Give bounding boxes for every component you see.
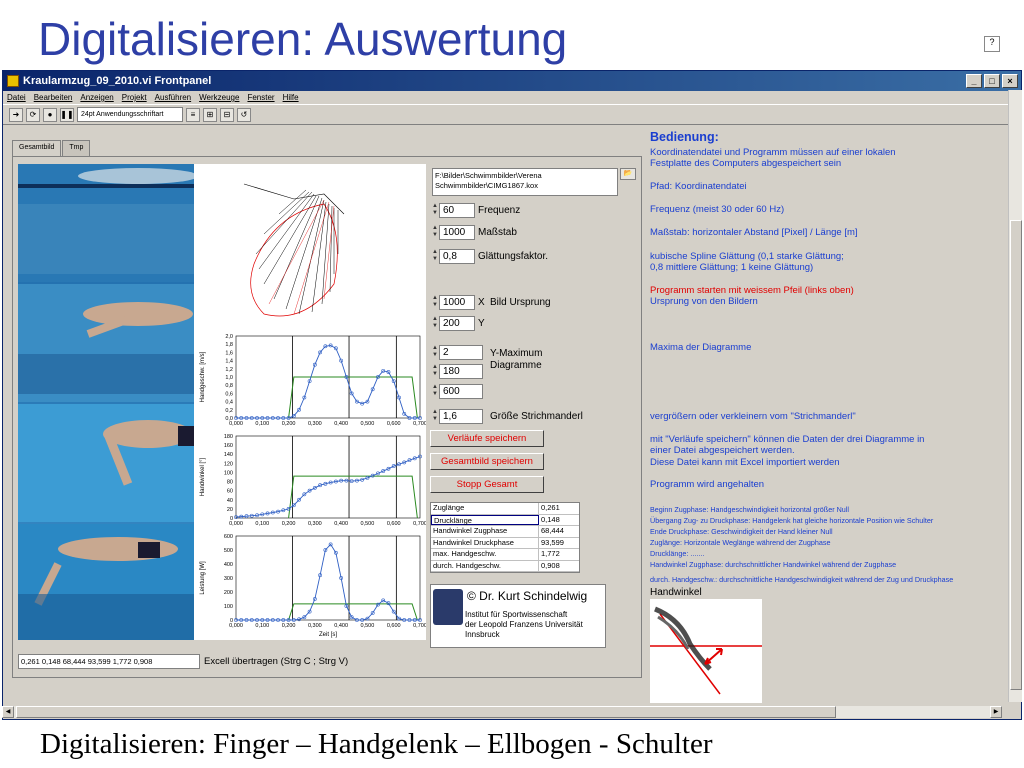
result-name: Drucklänge <box>431 515 539 526</box>
x-tick-label: 0,700 <box>413 521 426 527</box>
instr-line-red: Programm starten mit weissem Pfeil (links oben) <box>650 285 854 296</box>
ursprung-x-input[interactable]: 1000 <box>439 295 475 310</box>
horizontal-scroll-thumb[interactable] <box>16 706 836 718</box>
menu-ausfuehren[interactable]: Ausführen <box>154 93 192 102</box>
author-logo-box <box>430 584 606 648</box>
y-axis-label: Leistung [W] <box>200 561 206 595</box>
result-name: Zuglänge <box>431 503 539 514</box>
menu-projekt[interactable]: Projekt <box>121 93 147 102</box>
scroll-right-icon[interactable]: ▶ <box>990 706 1002 718</box>
resize-icon[interactable]: ⊟ <box>220 108 234 122</box>
handwinkel-drawing <box>650 599 762 703</box>
x-tick-label: 0,400 <box>334 421 349 427</box>
ursprung-y-axis-label: Y <box>478 318 485 329</box>
result-name: Handwinkel Zugphase <box>431 526 539 537</box>
toolbar <box>3 105 1021 125</box>
instructions-heading: Bedienung: <box>650 130 719 144</box>
photo-frame-1 <box>18 164 194 282</box>
ymax-label-2: Diagramme <box>490 360 542 371</box>
instr-small: Beginn Zugphase: Handgeschwindigkeit horizontal größer Null <box>650 505 849 514</box>
handwinkel-label: Handwinkel <box>650 587 702 598</box>
ursprung-label: Bild Ursprung <box>490 297 551 308</box>
result-value: 0,261 <box>541 503 560 512</box>
ymax-speed-input[interactable]: 2 <box>439 345 483 360</box>
instr-small: Ende Druckphase: Geschwindigkeit der Hand kleiner Null <box>650 527 833 536</box>
x-tick-label: 0,100 <box>255 521 270 527</box>
window-titlebar[interactable] <box>3 71 1021 91</box>
y-tick-label: 1,4 <box>225 358 233 365</box>
y-tick-label: 60 <box>226 488 233 495</box>
instr-line: Diese Datei kann mit Excel importiert werden <box>650 457 840 468</box>
menu-werkzeuge[interactable]: Werkzeuge <box>199 93 240 102</box>
massstab-spinner-icon[interactable]: ▲ ▼ <box>432 225 438 238</box>
y-tick-label: 1,8 <box>225 342 233 349</box>
ursprung-x-spinner-icon[interactable]: ▲ ▼ <box>432 295 438 308</box>
maximize-button[interactable]: □ <box>984 74 1000 88</box>
ymax3-spinner-icon[interactable]: ▲ ▼ <box>432 384 438 397</box>
instr-small: Übergang Zug- zu Druckphase: Handgelenk hat gleiche horizontale Position wie Schulter <box>650 516 934 525</box>
institute-text <box>465 610 583 640</box>
pause-icon[interactable]: ❚❚ <box>60 108 74 122</box>
y-tick-label: 100 <box>223 470 233 477</box>
x-tick-label: 0,400 <box>334 521 349 527</box>
y-tick-label: 2,0 <box>225 334 233 340</box>
y-tick-label: 0,2 <box>225 407 233 414</box>
y-tick-label: 1,2 <box>225 366 233 373</box>
instr-line: einer Datei abgespeichert werden. <box>650 445 795 456</box>
y-axis-label: Handwinkel [°] <box>200 457 206 497</box>
table-row <box>431 538 579 550</box>
instr-line: Festplatte des Computers abgespeichert sein <box>650 158 842 169</box>
y-tick-label: 500 <box>223 548 233 554</box>
table-row <box>431 561 579 573</box>
scroll-left-icon[interactable]: ◀ <box>2 706 14 718</box>
x-tick-label: 0,300 <box>307 623 322 629</box>
x-tick-label: 0,100 <box>255 623 270 629</box>
table-row <box>431 526 579 538</box>
x-tick-label: 0,600 <box>386 521 401 527</box>
verlaeufe-speichern-button[interactable]: Verläufe speichern <box>430 430 544 447</box>
chart-handwinkel <box>200 434 426 527</box>
slide-caption: Digitalisieren: Finger – Handgelenk – Ellbogen - Schulter <box>40 728 713 760</box>
x-tick-label: 0,700 <box>413 623 426 629</box>
instr-line: 0,8 mittlere Glättung; 1 keine Glättung) <box>650 262 814 273</box>
slide-title: Digitalisieren: Auswertung <box>38 13 568 65</box>
x-tick-label: 0,500 <box>360 421 375 427</box>
path-input[interactable]: F:\Bilder\Schwimmbilder\Verena Schwimmbilder\CIMG1867.kox <box>432 168 618 196</box>
y-tick-label: 600 <box>223 534 233 540</box>
y-tick-label: 160 <box>223 443 233 450</box>
x-tick-label: 0,300 <box>307 421 322 427</box>
tab-gesamtbild[interactable]: Gesamtbild <box>12 140 61 156</box>
result-value: 93,599 <box>541 537 564 547</box>
ymax-power-input[interactable]: 600 <box>439 384 483 399</box>
instr-small: Zuglänge: Horizontale Weglänge während der Zugphase <box>650 538 831 547</box>
y-tick-label: 180 <box>223 434 233 440</box>
instr-line: Maßstab: horizontaler Abstand [Pixel] / Länge [m] <box>650 227 858 238</box>
instr-line: Koordinatendatei und Programm müssen auf einer lokalen <box>650 147 896 158</box>
y-tick-label: 100 <box>223 604 233 610</box>
result-value: 1,772 <box>541 549 560 558</box>
frequenz-spinner-icon[interactable]: ▲ ▼ <box>432 203 438 216</box>
y-tick-label: 80 <box>226 479 233 486</box>
y-tick-label: 1,6 <box>225 350 233 357</box>
window-title: Kraularmzug_09_2010.vi Frontpanel <box>23 75 212 87</box>
menubar <box>3 91 1021 105</box>
ymax2-spinner-icon[interactable]: ▲ ▼ <box>432 364 438 377</box>
massstab-label: Maßstab <box>478 227 517 238</box>
photo-frame-4 <box>18 524 194 640</box>
y-tick-label: 0,0 <box>225 416 233 422</box>
result-name: durch. Handgeschw. <box>431 561 539 572</box>
glaettung-spinner-icon[interactable]: ▲ ▼ <box>432 249 438 262</box>
y-tick-label: 0 <box>229 618 233 624</box>
menu-anzeigen[interactable]: Anzeigen <box>80 93 114 102</box>
graphs-svg <box>194 164 426 640</box>
y-tick-label: 140 <box>223 452 233 459</box>
instr-line: kubische Spline Glättung (0,1 starke Glättung; <box>650 251 844 262</box>
glaettung-label: Glättungsfaktor. <box>478 251 549 262</box>
chart-leistung <box>200 534 426 638</box>
ursprung-y-spinner-icon[interactable]: ▲ ▼ <box>432 316 438 329</box>
browse-folder-icon[interactable]: 📂 <box>620 168 636 180</box>
university-seal-icon <box>433 589 463 625</box>
run-arrow-icon[interactable]: ➜ <box>9 108 23 122</box>
menu-fenster[interactable]: Fenster <box>247 93 275 102</box>
context-help-icon[interactable]: ? <box>984 36 1000 52</box>
instr-small: durch. Handgeschw.: durchschnittliche Handgeschwindigkeit während der Zug und Druckphase <box>650 575 954 584</box>
photo-frame-2 <box>18 284 194 402</box>
author-name: © Dr. Kurt Schindelwig <box>467 589 588 603</box>
x-tick-label: 0,600 <box>386 623 401 629</box>
instr-line: Pfad: Koordinatendatei <box>650 181 747 192</box>
frequenz-label: Frequenz <box>478 205 521 216</box>
y-tick-label: 0,6 <box>225 391 233 398</box>
strich-input[interactable]: 1,6 <box>439 409 483 424</box>
instr-line: vergrößern oder verkleinern vom "Strichmanderl" <box>650 411 856 422</box>
strich-label: Größe Strichmanderl <box>490 411 583 422</box>
result-name: max. Handgeschw. <box>431 549 539 560</box>
ymax-angle-input[interactable]: 180 <box>439 364 483 379</box>
horizontal-scrollbar[interactable] <box>2 706 1002 718</box>
table-row <box>431 549 579 561</box>
institute-line-3: Innsbruck <box>465 630 500 639</box>
graph-area <box>194 164 426 640</box>
x-tick-label: 0,000 <box>229 521 243 527</box>
close-button[interactable]: × <box>1002 74 1018 88</box>
institute-line-1: Institut für Sportwissenschaft <box>465 610 568 619</box>
tab-bar <box>12 140 91 156</box>
x-tick-label: 0,200 <box>281 623 296 629</box>
result-value: 0,148 <box>541 514 560 524</box>
x-tick-label: 0,300 <box>307 521 322 527</box>
ymax-label-1: Y-Maximum <box>490 348 543 359</box>
x-tick-label: 0,000 <box>229 421 243 427</box>
y-tick-label: 20 <box>226 506 233 513</box>
glaettung-input[interactable]: 0,8 <box>439 249 475 264</box>
x-tick-label: 0,700 <box>413 421 426 427</box>
labview-icon <box>7 75 19 87</box>
vertical-scrollbar[interactable] <box>1008 90 1022 702</box>
menu-hilfe[interactable]: Hilfe <box>282 93 299 102</box>
excel-label: Excell übertragen (Strg C ; Strg V) <box>204 656 349 667</box>
reorder-icon[interactable]: ↺ <box>237 108 251 122</box>
result-value: 0,908 <box>541 560 560 570</box>
photo-frame-3 <box>18 404 194 522</box>
minimize-button[interactable]: _ <box>966 74 982 88</box>
abort-icon[interactable]: ● <box>43 108 57 122</box>
x-tick-label: 0,000 <box>229 623 243 629</box>
frequenz-input[interactable]: 60 <box>439 203 475 218</box>
strich-spinner-icon[interactable]: ▲ ▼ <box>432 409 438 422</box>
y-tick-label: 0,4 <box>225 399 233 406</box>
tab-tmp[interactable]: Tmp <box>62 140 90 156</box>
stick-figure-diagram <box>244 184 344 316</box>
y-tick-label: 120 <box>223 461 233 468</box>
x-tick-label: 0,500 <box>360 521 375 527</box>
y-tick-label: 0,8 <box>225 383 233 390</box>
result-value: 68,444 <box>541 526 564 535</box>
y-tick-label: 300 <box>223 576 233 582</box>
x-tick-label: 0,100 <box>255 421 270 427</box>
handwinkel-image <box>650 599 762 703</box>
swimmer-photo-strip <box>18 164 194 640</box>
x-tick-label: 0,200 <box>281 421 296 427</box>
ymax1-spinner-icon[interactable]: ▲ ▼ <box>432 345 438 358</box>
institute-line-2: der Leopold Franzens Universität <box>465 620 583 629</box>
instr-line: Programm wird angehalten <box>650 479 765 490</box>
font-selector[interactable]: 24pt Anwendungsschriftart <box>77 107 183 122</box>
x-tick-label: 0,500 <box>360 623 375 629</box>
align-icon[interactable]: ≡ <box>186 108 200 122</box>
x-axis-label: Zeit [s] <box>318 632 338 638</box>
instr-line: Frequenz (meist 30 oder 60 Hz) <box>650 204 785 215</box>
y-tick-label: 400 <box>223 562 233 568</box>
chart-handgeschw <box>200 334 426 427</box>
menu-datei[interactable]: Datei <box>7 93 26 102</box>
instr-line: Maxima der Diagramme <box>650 342 752 353</box>
y-tick-label: 1,0 <box>225 375 233 381</box>
table-row <box>431 503 579 515</box>
instr-line: mit "Verläufe speichern" können die Daten der drei Diagramme in <box>650 434 925 445</box>
x-tick-label: 0,200 <box>281 521 296 527</box>
ursprung-y-input[interactable]: 200 <box>439 316 475 331</box>
distribute-icon[interactable]: ⊞ <box>203 108 217 122</box>
y-tick-label: 200 <box>223 590 233 596</box>
vertical-scroll-thumb[interactable] <box>1010 220 1022 690</box>
excel-output-field[interactable]: 0,261 0,148 68,444 93,599 1,772 0,908 <box>18 654 200 669</box>
ursprung-x-axis-label: X <box>478 297 485 308</box>
gesamtbild-speichern-button[interactable]: Gesamtbild speichern <box>430 453 544 470</box>
y-axis-label: Handgeschw. [m/s] <box>200 351 206 403</box>
swimmer-photos <box>18 164 194 640</box>
instr-small: Handwinkel Zugphase: durchschnittlicher Handwinkel während der Zugphase <box>650 560 897 569</box>
menu-bearbeiten[interactable]: Bearbeiten <box>33 93 73 102</box>
results-table <box>430 502 580 573</box>
x-tick-label: 0,400 <box>334 623 349 629</box>
plot-frame <box>236 436 420 518</box>
instr-line: Ursprung von den Bildern <box>650 296 758 307</box>
table-row[interactable] <box>431 515 579 527</box>
y-tick-label: 40 <box>226 497 233 504</box>
x-tick-label: 0,600 <box>386 421 401 427</box>
run-continuous-icon[interactable]: ⟳ <box>26 108 40 122</box>
y-tick-label: 0 <box>229 516 233 522</box>
massstab-input[interactable]: 1000 <box>439 225 475 240</box>
instr-small: Drucklänge: ....... <box>650 549 705 558</box>
result-name: Handwinkel Druckphase <box>431 538 539 549</box>
stopp-gesamt-button[interactable]: Stopp Gesamt <box>430 476 544 493</box>
plot-frame <box>236 536 420 620</box>
